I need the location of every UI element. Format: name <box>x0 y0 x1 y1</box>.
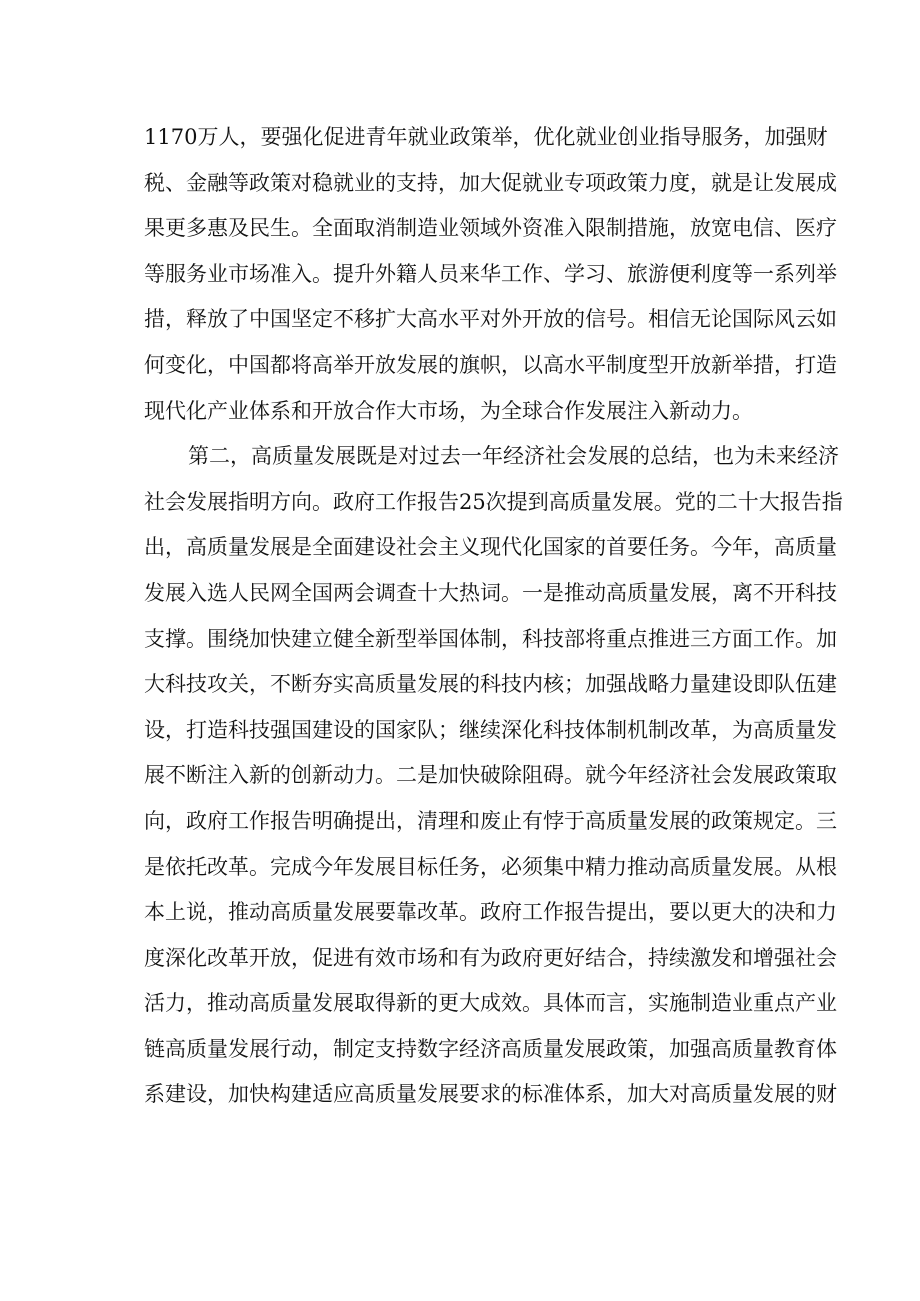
text-line: 何变化，中国都将高举开放发展的旗帜，以高水平制度型开放新举措，打造 <box>144 352 837 377</box>
paragraph-2 <box>144 434 843 1118</box>
text-line: 度深化改革开放，促进有效市场和有为政府更好结合，持续激发和增强社会 <box>144 945 837 970</box>
paragraph-1 <box>144 115 837 434</box>
text-line: 果更多惠及民生。全面取消制造业领域外资准入限制措施，放宽电信、医疗 <box>144 216 837 241</box>
document-body <box>144 115 843 1118</box>
text-line: 向，政府工作报告明确提出，清理和废止有悖于高质量发展的政策规定。三 <box>144 808 837 833</box>
text-line: 发展入选人民网全国两会调查十大热词。一是推动高质量发展，离不开科技 <box>144 580 837 605</box>
text-line: 活力，推动高质量发展取得新的更大成效。具体而言，实施制造业重点产业 <box>144 991 837 1016</box>
text-line: 展不断注入新的创新动力。二是加快破除阻碍。就今年经济社会发展政策取 <box>144 763 837 788</box>
text-line: 本上说，推动高质量发展要靠改革。政府工作报告提出，要以更大的决和力 <box>144 900 837 925</box>
text-line: 社会发展指明方向。政府工作报告25次提到高质量发展。党的二十大报告指 <box>144 489 843 514</box>
text-line: 是依托改革。完成今年发展目标任务，必须集中精力推动高质量发展。从根 <box>144 854 837 879</box>
text-line: 措，释放了中国坚定不移扩大高水平对外开放的信号。相信无论国际风云如 <box>144 307 837 332</box>
text-line: 设，打造科技强国建设的国家队；继续深化科技体制机制改革，为高质量发 <box>144 717 837 742</box>
text-line: 税、金融等政策对稳就业的支持，加大促就业专项政策力度，就是让发展成 <box>144 170 837 195</box>
text-line: 第二，高质量发展既是对过去一年经济社会发展的总结，也为未来经济 <box>188 444 839 469</box>
text-line: 1170万人，要强化促进青年就业政策举，优化就业创业指导服务，加强财 <box>144 125 828 149</box>
text-line: 系建设，加快构建适应高质量发展要求的标准体系，加大对高质量发展的财 <box>144 1082 837 1107</box>
text-line: 现代化产业体系和开放合作大市场，为全球合作发展注入新动力。 <box>144 398 753 423</box>
text-line: 出，高质量发展是全面建设社会主义现代化国家的首要任务。今年，高质量 <box>144 535 837 560</box>
text-line: 大科技攻关，不断夯实高质量发展的科技内核；加强战略力量建设即队伍建 <box>144 672 837 697</box>
text-line: 等服务业市场准入。提升外籍人员来华工作、学习、旅游便利度等一系列举 <box>144 261 837 286</box>
text-line: 支撑。围绕加快建立健全新型举国体制，科技部将重点推进三方面工作。加 <box>144 626 837 651</box>
text-line: 链高质量发展行动，制定支持数字经济高质量发展政策，加强高质量教育体 <box>144 1036 837 1061</box>
